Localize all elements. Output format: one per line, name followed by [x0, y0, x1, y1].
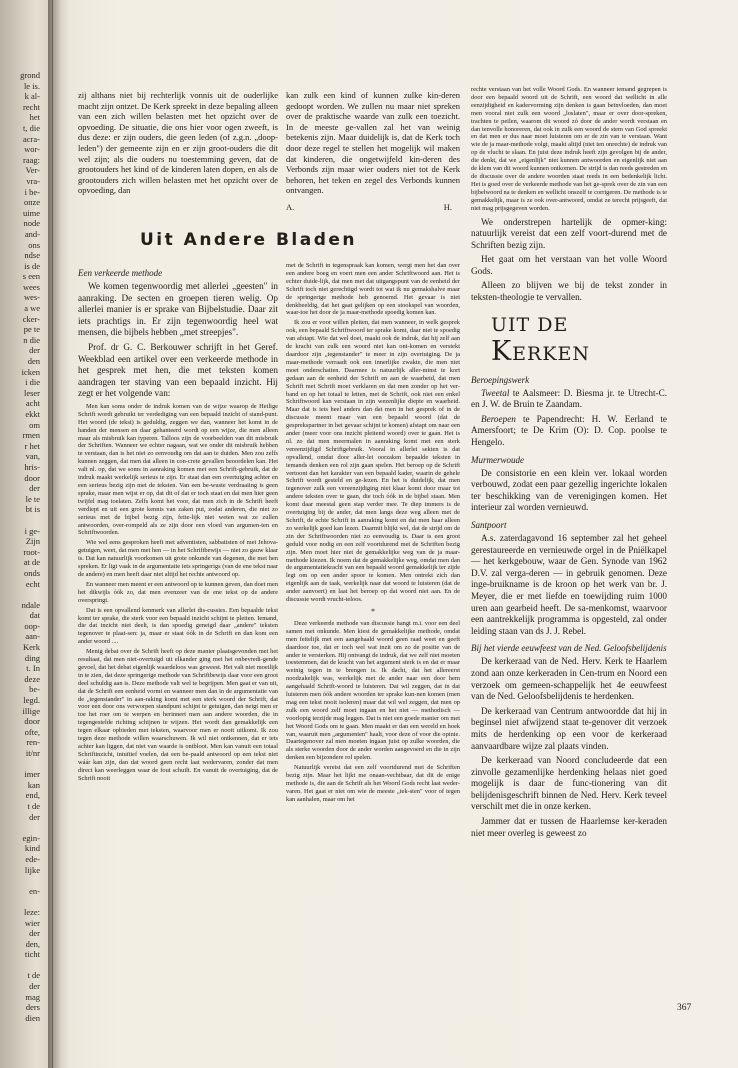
previous-page-fragment: ons — [28, 239, 40, 250]
previous-page-fragment: Zijn — [25, 536, 40, 547]
previous-page-fragment: ofte, — [24, 726, 40, 737]
news-body — [471, 656, 667, 839]
intro-paragraph: We komen tegenwoordig met allerlei „geesten" in aanraking. De secten en groepen tieren welig. Op allerlei manier is er sprake van Bijbelstudie. Daar zit iets prachtigs in. Er zijn tegenwoordig heel wat mensen, die bijbels hebben „met streepjes". — [78, 281, 278, 338]
previous-page-fragment: van, — [25, 451, 40, 462]
previous-page-fragment: recht — [23, 101, 40, 112]
previous-page-fragment: ede- — [25, 853, 40, 864]
previous-page-fragment: leser — [23, 387, 40, 398]
previous-page-fragment: aan- — [25, 631, 40, 642]
news-paragraph: A.s. zaterdagavond 16 september zal het geheel gerestaureerde en vernieuwde orgel in de Pniëlkapel — het kerkgebouw, waar de Gen. Synode van 1962 D.V. zal verga-deren — in gebruik genomen. Deze inge-bruikname is de kroon op het werk van br. J. Meyer, die er met liefde en toewijding ruim 1000 uren aan gearbeid heeft. De sa-menkomst, waarvoor een aantrekkelijk programma is opgesteld, zal onder leiding staan van ds J. J. Rebel. — [471, 533, 667, 636]
previous-page-fragment: acht — [25, 398, 40, 409]
previous-page-fragment: cker- — [22, 313, 40, 324]
news-heading: Beroepingswerk — [471, 374, 530, 385]
previous-page-fragment: ticht — [24, 949, 40, 960]
quote-paragraph: Dat is een opvallend kenmerk van allerlei dis-cussies. Een bepaalde tekst komt ter sprake, die sterk voor een bepaald inzicht schijnt te pleiten. Iemand, die dat inzicht niet deelt, is dan spoedig geneigd daar „andere" teksten tegenover te plaat-sen: ja, maar er staat óók in de Schrift en dan kom een ander woord .... — [78, 606, 278, 646]
title-prefix: UIT DE — [491, 313, 569, 336]
previous-page-fragment: ders — [25, 1002, 40, 1013]
previous-page-fragment — [0, 875, 40, 886]
signature — [286, 202, 452, 212]
quote-paragraph: Men kan soms onder de indruk komen van de wijze waarop de Heilige Schrift wordt gebruikt ter verdediging van een bepaald inzicht of stand-punt. Het woord (de tekst) is geduldig, zeggen we dan, wanneer het komt in de handen der mensen en daar gehanteerd wordt op een wijze, die men alleen maar als misbruik kan typeren. Talloos zijn de voorbeelden van dit misbruik der Schriften. Wanneer we echter nagaan, wat we onder dit misbruik hebben te verstaan, dan is het niet zo eenvoudig om dat aan te duiden. Men zou zelfs kunnen zeggen, dat men dat alleen in con-crete gevallen beoordelen kan. Het valt nl. op, dat we soms in aanraking komen met een Schrift-gebruik, dat de indruk maakt werkelijk serieus te zijn. Er staat dan een overtuiging achter en een serieus bezig zijn met de teksten. Van een be-wuste verdraaiing is geen sprake, maar men wijst er op, dat dit of dat er toch staat en dat men hier geen twijfel mag toelaten. Zelfs komt het voor, dat men zich in de Schrift heeft verdiept en uit een grote kennis van zaken put, zodat anderen, die niet zo serieus met de bijbel bezig zijn, feite-lijk niet weten wat ze zullen antwoorden, over-rompeld als ze zijn door een vloed van argumen-ten en Schriftwoorden. — [78, 402, 278, 537]
previous-page-fragment: t de — [27, 970, 40, 981]
item-text: te Papendrecht: H. W. Eerland te Amersfoort; te De Krim (O): D. Cop. poolse te Hengelo. — [471, 413, 667, 448]
previous-page-fragment: a we — [24, 303, 40, 314]
previous-page-fragment — [0, 822, 40, 833]
column-2-top — [286, 90, 460, 212]
previous-page-fragment: door — [24, 472, 40, 483]
previous-page-fragment: en- — [29, 885, 40, 896]
article-continuation-left: zij althans niet bij rechterlijk vonnis uit de ouderlijke macht zijn ontzet. De Kerk spreekt in deze bepaling alleen van een zich willen belasten met het opzicht over de opvoeding. De situatie, die ons hier voor ogen zweeft, is dus deze: er zijn ouders, die geen leden (of z.g.n. „doop-leden") der gemeente zijn en er zijn groot-ouders die dit wel zijn; als die ouders nu toestemming geven, dat de grootouders het kind of de kinderen laten dopen, en als de grootouders zich willen belasten met het opzicht over de opvoeding, dan — [78, 90, 278, 196]
item-label: Tweetal — [481, 387, 510, 398]
previous-page-fragment: t, die — [23, 122, 40, 133]
quote-paragraph: En wanneer men meent er een antwoord op te kunnen geven, dan doet men het dikwijls óók zo, dat men evenzeer van de ene tekst op de andere overspringt. — [78, 580, 279, 604]
title-initial: K — [491, 335, 513, 367]
previous-page-fragment: der — [29, 811, 40, 822]
comment-paragraph: Alleen zo blijven we bij de tekst zonder in teksten-theologie te vervallen. — [471, 280, 667, 303]
previous-page-fragment: het — [29, 112, 40, 123]
previous-page-fragment: t. In — [26, 663, 40, 674]
intro-paragraph: Prof. dr G. C. Berkouwer schrijft in het Geref. Weekblad een artikel over een verkeerde methode in het gesprek met hen, die met teksten komen aandragen ter staving van een bepaald inzicht. Hij zegt er het volgende van: — [78, 341, 278, 399]
previous-page-fragment: icken — [21, 366, 40, 377]
article-quote-continued — [286, 262, 460, 804]
article-intro — [78, 281, 278, 400]
previous-page-fragment: uime — [23, 207, 40, 218]
previous-page-fragment: node — [23, 218, 40, 229]
previous-page-fragment: echt — [25, 578, 40, 589]
previous-page-fragment: der — [29, 928, 40, 939]
previous-page-fragment: ren- — [26, 737, 40, 748]
previous-page-fragment — [0, 960, 40, 971]
signature-left: A. — [286, 201, 295, 212]
comment-paragraph: Het gaat om het verstaan van het volle Woord Gods. — [471, 254, 667, 276]
previous-page-fragment: k al- — [24, 91, 40, 102]
previous-page-fragment: ekkt — [25, 409, 40, 419]
quote-paragraph: Wie wel eens gesproken heeft met adventisten, sabbatisten of met Jehova-getuigen, weet, dat men met hen — in het Schriftbewijs — niet zo gauw klaar is. Dat kan natuurlijk voorkomen uit grote onkunde van degenen, die met hen spreken. Er ligt vaak in de argumentatie iets springerigs (van de ene tekst naar de andere) en men heeft daar niet altijd het rechte antwoord op. — [78, 539, 278, 578]
previous-page-fragment: wes- — [23, 292, 40, 303]
previous-page-fragment: illige — [22, 705, 40, 716]
previous-page-fragment: le is. — [23, 80, 40, 91]
previous-page-fragment: dat — [29, 610, 40, 621]
previous-page-fragment: bt is — [25, 504, 40, 515]
previous-page-fragment: r het — [24, 440, 40, 451]
item-text: te Aalsmeer: D. Biesma jr. te Utrecht-C. en J. W. de Bruin te Zaandam. — [471, 387, 667, 410]
previous-page-fragment: onds — [23, 567, 40, 578]
previous-page-fragment: door — [24, 716, 40, 727]
previous-page-fragment: der — [29, 981, 40, 992]
news-heading: Santpoort — [471, 520, 507, 530]
previous-page-fragment: kan — [27, 779, 40, 790]
news-body — [471, 533, 667, 637]
news-body — [471, 468, 667, 514]
news-paragraph: De kerkeraad van Noord concludeerde dat een zinvolle gezamenlijke herdenking helaas niet goed mogelijk is daar de func-tionering van dit belijdenisgeschrift binnen de Ned. Herv. Kerk teveel verschilt met die in onze kerken. — [471, 755, 667, 812]
previous-page-fragment: imer — [24, 769, 40, 780]
quote-ending: rechte verstaan van het volle Woord Gods. En wanneer iemand gegrepen is door een bepaald woord uit de Schrift, een woord dat wellicht in alle eenzijdigheid en kadervorming zijn denken is gaan beïnvloeden, dan moet men vooral niet zulk een woord „loslaten", maar er over door-spreken, trachten te peilen, waarom dit woord zó door de ander wordt verstaan en dan tenvolle honoreren, dat ook in zulk een woord de stem van God spreekt en dat men er dus naar moet luisteren om er de zin van te verstaan. Want wie de ja maar-methode volgt, maakt altijd (niet ten onrechte) de indruk van op de vlucht te slaan. En juist deze indruk heeft zijn gevolgen bij de ander, die denkt, dat we „eigenlijk" niet kunnen antwoorden en eigenlijk niet aan de klem van dit woord kunnen ontkomen. De strijd is dan reeds gestreden en de discussie over de andere woorden staat reeds in een bedenkelijk licht. Het is goed over de verkeerde methode van het ge-sprek over de zin van een bijbelwoord na te denken en wellicht onszelf te corrigeren. De methode is te gemakkelijk, maar is ze ook over-antwoord, omdat ze terecht prijsgeeft, dat niet mag prijsgegeven worden. — [471, 86, 667, 212]
news-paragraph: De kerkeraad van de Ned. Herv. Kerk te Haarlem zond aan onze kerkeraden in Cen-trum en Noord een verzoek om gemeen-schappelijk het 4e eeuwfeest van de Ned. Geloofsbelijdenis te herdenken. — [471, 656, 667, 702]
separator-star: * — [371, 606, 375, 616]
previous-page-fragment: oop- — [24, 620, 40, 631]
previous-page-fragment: wees — [23, 281, 40, 292]
previous-page-fragment: it/nr — [25, 748, 40, 758]
previous-page-fragment: den, — [25, 938, 40, 949]
previous-page-fragment: acra- — [23, 133, 40, 144]
signature-right: H. — [443, 201, 452, 212]
article-subhead: Een verkeerde methode — [78, 268, 163, 278]
previous-page-fragment: wor- — [24, 144, 40, 155]
previous-page-fragment: ding — [24, 652, 40, 663]
previous-page-fragment: leze: — [23, 906, 40, 917]
previous-page-fragment: ndale — [21, 599, 40, 610]
previous-page-fragment — [0, 589, 40, 600]
previous-page-fragment: pe te — [23, 324, 40, 335]
previous-page-fragment: rmen — [22, 430, 40, 441]
previous-page-edge — [0, 0, 53, 1068]
quote-paragraph: Natuurlijk vereist dat een zelf voortdurend met de Schriften bezig zijn. Maar het lijkt me onaan-vechtbaar, dat dit de enige methode is, die aan de Schrift als het Woord Gods recht laat weder-varen. Het gaat er niet om wie de meeste „tek-sten" voor of tegen kan aanhalen, maar om het — [286, 764, 460, 803]
previous-page-fragment: is de — [24, 260, 40, 271]
previous-page-fragment — [0, 515, 40, 526]
news-paragraph: Jammer dat er tussen de Haarlemse ker-keraden niet meer overleg is geweest zo — [471, 816, 667, 838]
previous-page-fragment: at de — [23, 557, 40, 568]
previous-page-fragment: raag: — [23, 154, 40, 165]
previous-page-fragment: dien — [25, 1012, 40, 1023]
previous-page-fragment: Kerk — [23, 642, 40, 653]
previous-page-fragment: den — [27, 356, 40, 367]
previous-page-fragment: mag — [25, 991, 40, 1002]
column-2-article — [286, 262, 460, 806]
previous-page-fragment: legd. — [23, 695, 40, 706]
previous-page-fragment: hris- — [24, 461, 40, 472]
article-quote — [78, 403, 278, 783]
previous-page-fragment: onze — [23, 197, 40, 208]
previous-page-fragment: der — [29, 345, 40, 356]
section-title-uit-andere-bladen: Uit Andere Bladen — [140, 230, 358, 250]
news-heading: Bij het vierde eeuwfeest van de Ned. Geloofsbelijdenis — [471, 643, 667, 654]
editor-comment — [471, 217, 667, 304]
article-continuation-right: kan zulk een kind of kunnen zulke kin-deren gedoopt worden. We zullen nu maar niet spreken over de praktische waarde van zulk een toezicht. In de meeste ge-vallen zal het van weinig betekenis zijn. Maar duidelijk is, dat de Kerk toch door deze regel te stellen het mogelijk wil maken dat kinderen, die ongetwijfeld kin-deren des Verbonds zijn maar wier ouders niet tot de Kerk behoren, het teken en zegel des Verbonds kunnen ontvangen. — [286, 90, 460, 196]
previous-page-fragment: ndse — [24, 250, 40, 261]
news-heading: Murmerwoude — [471, 454, 524, 465]
previous-page-fragment: be- — [29, 684, 40, 695]
previous-page-fragment: root- — [23, 546, 40, 557]
previous-page-fragment: kind — [24, 843, 40, 854]
previous-page-fragment: i ge- — [24, 525, 40, 536]
previous-page-fragment: egin- — [22, 832, 40, 843]
previous-page-fragment: i be- — [24, 186, 40, 197]
quote-paragraph: Menig debat over de Schrift heeft op deze manier plaatsgevonden met het resultaat, dat men niet-overtuigd uit elkander ging met het onbevredi-gende gevoel, dat het debat eigenlijk waardeloos was geweest. Het valt niet moeilijk in te zien, dat deze springerige methode van Schriftbewijs daar voor een groot deel schuldig aan is. Deze methode valt wel te begrijpen. Men gaat er van uit, dat de Schrift een eenheid vormt en wanneer men dan in de argumentatie van de „tegenstander" in aan-raking komt met een sterk woord der Schrift, dat voor een door ons verworpen standpunt schijnt te getuigen, dan neigt men er toe het roer om te werpen en herinnert men aan andere woorden, die in tegengestelde richting schijnen te wijzen. Het wordt dan gemakkelijk een tegen elkaar opbieden met teksten, waarvoor men er nooit uitkomt. Ik zou tegen deze methode willen waarschuwen. Ik wil niet ontkennen, dat er iets achter kan liggen, dat niet van waarde is ontbloot. Men kan vanuit een totaal Schriftinzicht, intuïtief voelen, dat een be-paald antwoord op een tekst niet wáár kan zijn, dan dat woord geen recht laat wedervaren, zonder dat men direct kan weerleggen waar de fout schuilt. En vanuit de overtuiging, dat de Schrift nooit — [78, 648, 278, 782]
page-number: 367 — [677, 1003, 692, 1013]
news-paragraph: De kerkeraad van Centrum antwoordde dat hij in beginsel niet afwijzend staat te-genover dit verzoek mits de herdenking op een voor de kerkeraad aanvaardbare wijze zal plaats vinden. — [471, 705, 667, 751]
previous-page-fragment: om — [29, 419, 40, 430]
quote-paragraph: Deze verkeerde methode van discussie hangt m.i. voor een deel samen met onkunde. Men kiest de gemakkelijke methode, omdat men feitelijk met een aangehaald woord geen raad weet en geeft daardoor toe, dat er toch wel wat inzit om zo de positie van de ander te versterken. Hij ontvangt de indruk, dat we zelf niet moeten toestemmen, dat de kracht van het argument sterk is en dat er maar weinig tegen in te brengen is. Ik dacht, dat het allereerst noodzakelijk was, werkelijk met de ander naar een door hem aangehaald Schrift-woord te luisteren. Dat wil zeggen, dat in dat luisteren men óók andere woorden ter sprake kun-nen komen (men mag een tekst nooit isoleren) maar dat wil wel zeggen, dat men op zulk een woord zelf moet ingaan en het niet — methodisch — voorlopig terzijde mag leggen. Dat is niet een goede manier om met het Woord Gods om te gaan. Men maakt er dan een wereld en hoek van, waaruit men „argumenten" haalt, voor deze of voor die opinie. Daartegenover zal men moeten ingaan juist op zulke woorden, die als sterke woorden door de ander worden aangevoerd en die in zijn denken een bijzondere rol spelen. — [286, 619, 460, 762]
previous-page-fragment: der — [29, 483, 40, 494]
quote-paragraph: met de Schrift in tegenspraak kan komen, wergt men het dan over een andere boeg en voert men een ander Schriftwoord aan. Het is echter duide-lijk, dat men met dat uitgangspunt van de eenheid der Schrift toch niet gerechtigd wordt tot wat ik nu gemakshalve maar de springerige methode heb genoemd. Het gevaar is niet denkbeeldig, dat het gaat gelijken op een stookspel van woorden, waar-toe het door de ja maar-methode spoedig komen kan. — [286, 262, 460, 317]
column-1-top — [78, 90, 278, 198]
previous-page-fragment: s een — [22, 271, 40, 282]
binding-gutter — [48, 0, 70, 1068]
news-paragraph: De consistorie en een klein ver. lokaal worden verbouwd, zodat een paar gezellig ingerichte lokalen ter beschikking van de verenigingen komen. Het interieur zal worden vernieuwd. — [471, 467, 667, 513]
previous-page-fragment: wier — [24, 917, 40, 928]
previous-page-fragment: vra- — [26, 175, 40, 186]
section-title-uit-de-kerken — [491, 314, 667, 367]
quote-paragraph: Ik zou er voor willen pleiten, dat men wanneer, in welk gesprek ook, een bepaald Schriftwoord ter sprake komt, daar niet te spoedig van afstapt. Wie dat wel doet, maakt ook de indruk, dat hij zelf aan de kracht van zulk een woord niet kan ont-komen en verstekt daardoor zijn „tegenstander" te meer in zijn overtuiging. De ja maar-methode verraadt ook een innerlijke zwakte, die men niet moet onderschatten. Daarmee is natuurlijk aller-minst te kort gedaan aan de eenheid der Schrift en aan de waarheid, dat men Schrift met Schrift moet verklaren en dat men zonder op het ver-band en op het totaal te letten, met de Schrift, ook niet een enkel Schriftwoord kan verstaan in zijn wezenlijke diepte en waarheid. Maar dat is iets heel anders dan dat men in het gesprek of in de discussie meent maar van een bepaald woord (dat de gesprekspartner in het gevaar schijnt te komen) afstapt om naar een ander (meer voor ons inzicht pleitend woord) over te gaan. Het is nl. zo dat men meermalen in aanraking komt met een sterk vereenzijdigd Schriftgebruik. Vooral in allerlei sekten is dat opvallend, omdat door aller-lei oorzaken bepaalde teksten in iemands denken een rol zijn gaan spelen. Het beroep op de Schrift vertoont dan het karakter van een bepaald kader, waarin de gehele Schrift wordt gesteld en ge-lezen. En het is duidelijk, dat men tegenover zulk een vereenzijdiging niet klaar komt door maar tot andere teksten over te gaan, die toch óók in de bijbel staan. Men komt daar meestal geen stap verder mee. Te diep immers is de overtuiging bij de ander, dat men langs deze weg alleen met de Schrift, de echte Schrift in aanraking komt en dat men haar alleen zo werkelijk goed kan lezen. Daarmit blijkt wel, dat de strijd om de zin der Schriftwoorden niet zo eenvoudig is. Daar is een groot geduld voor nodig en een zelf voortdurend met de Schriften bezig zijn. Men moet hier niet de gemakkelijke weg van de ja maar-methode kiezen. Ik noem dat de gemakkelijke weg, omdat men dan de argumentatiekracht van een bepaald woord gemakkelijk ter zijde legt om op een ander spoor te komen. Men ontrekt zich dan eigenlijk aan de taak, werkelijk naar dat woord te luisteren (dat de ander aanvoert) en laat het beroep op dat woord niet aan. En de discussie wordt vrucht-teloos. — [286, 319, 460, 604]
previous-page-fragment: lijke — [24, 864, 40, 875]
previous-page-fragment: Ver- — [25, 165, 40, 176]
previous-page-fragment: i die — [25, 377, 40, 388]
column-3 — [471, 86, 667, 842]
previous-page-fragment — [0, 759, 40, 770]
title-rest: ERKEN — [512, 342, 591, 365]
previous-page-fragment: le te — [25, 493, 40, 504]
previous-page-text — [0, 70, 40, 1023]
beroepingswerk-items — [471, 388, 667, 449]
comment-paragraph: We onderstrepen hartelijk de opmer-king: natuurlijk vereist dat een zelf voort-durend met de Schriften bezig zijn. — [471, 216, 667, 250]
previous-page-fragment: end, — [25, 790, 40, 801]
item-label: Beroepen — [481, 413, 516, 424]
previous-page-fragment: t de — [27, 800, 40, 811]
previous-page-fragment: grond — [20, 70, 40, 80]
previous-page-fragment: n die — [23, 334, 40, 345]
previous-page-fragment — [0, 896, 40, 907]
previous-page-fragment: deze — [24, 673, 40, 684]
previous-page-fragment: and- — [24, 228, 40, 239]
column-1-article — [78, 262, 278, 785]
